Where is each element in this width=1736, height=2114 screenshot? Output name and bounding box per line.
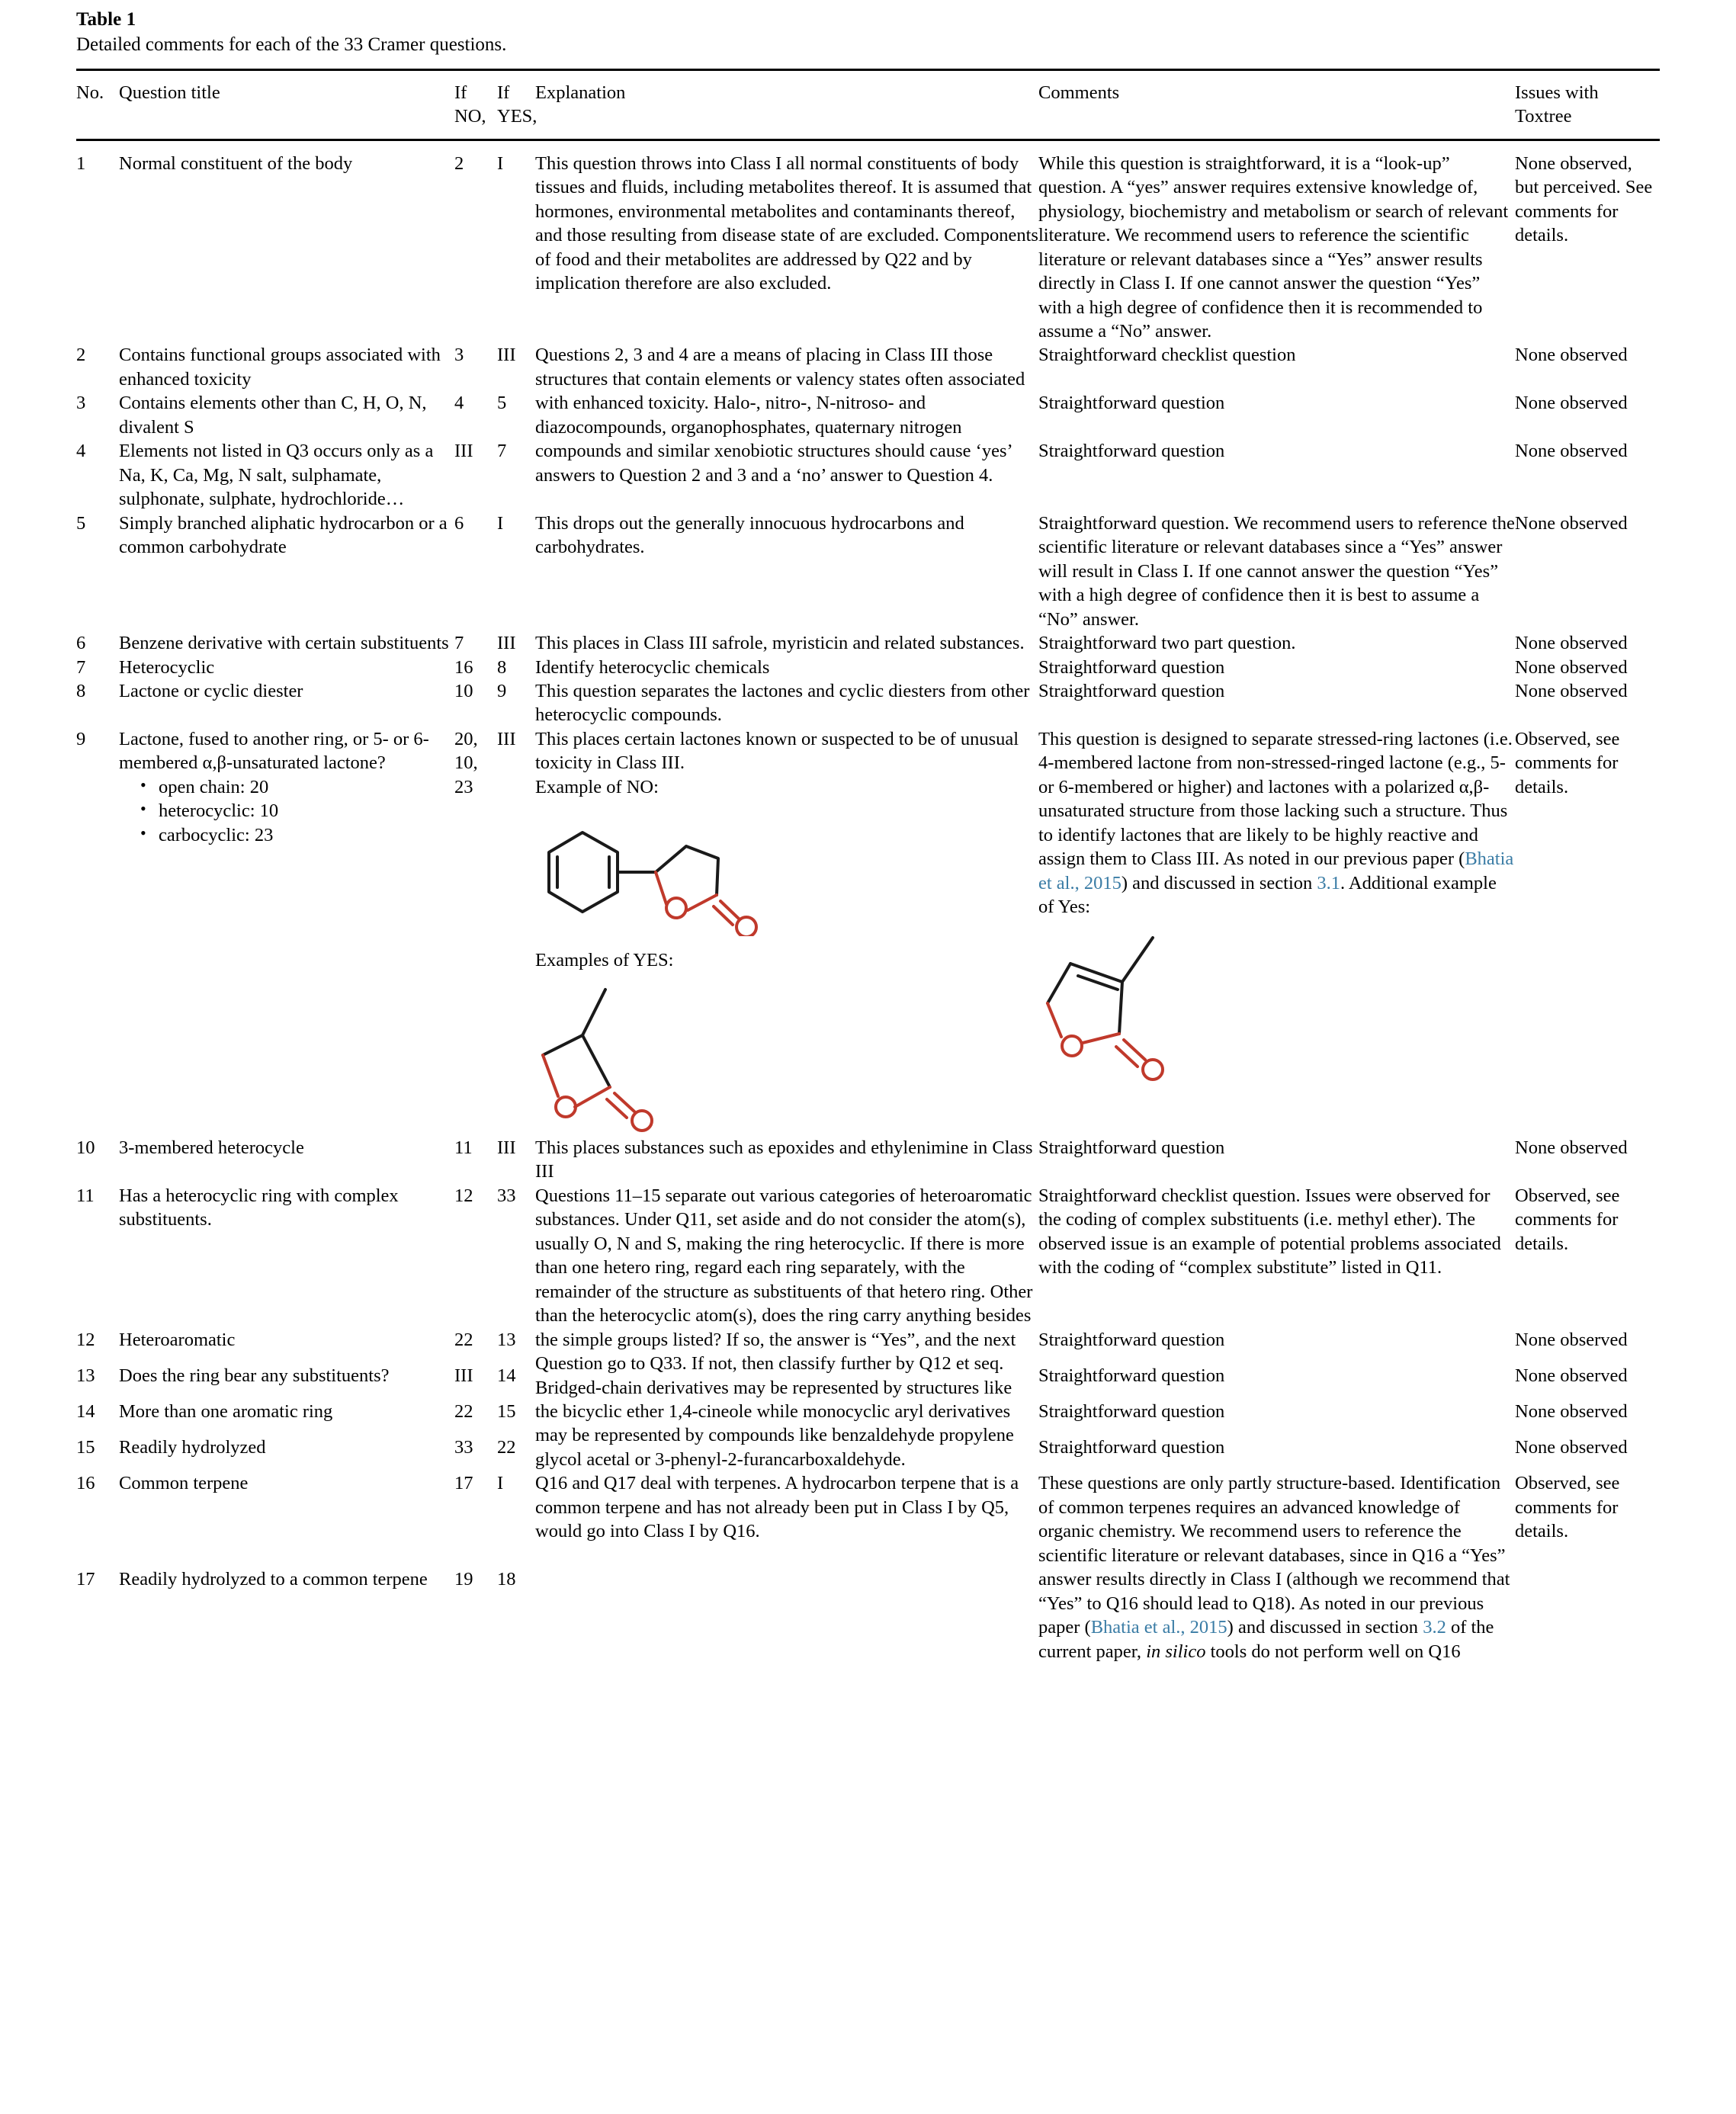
row-question-title: Elements not listed in Q3 occurs only as a Na, K, Ca, Mg, N salt, sulphamate, sulphonate, sulphate, hydrochloride… (119, 441, 434, 510)
row-explanation (535, 727, 1038, 1136)
table-row (76, 140, 1660, 343)
row-if-yes: I (497, 1473, 504, 1494)
row-comments: Straightforward question (1038, 1400, 1225, 1422)
comments-text-part1: These questions are only partly structure-based. Identification of common terpenes requires an advanced knowledge of organic chemistry. We recommend users to reference the scientific literature or relevant databases, since in Q16 a “Yes” answer results directly in Class I (although we recommend that “Yes” to Q16 should lead to Q18). As noted in our previous paper ( (1038, 1473, 1510, 1638)
row-comments: Straightforward checklist question. Issues were observed for the coding of complex substituents (i.e. methyl ether). The observed issue is an example of potential problems associated with the coding of “complex substitute” listed in Q11. (1038, 1185, 1501, 1278)
row-question-title: Lactone or cyclic diester (119, 681, 303, 701)
col-header-if-no-line1: If (454, 82, 467, 103)
row-if-yes: 13 (497, 1329, 516, 1350)
citation-link-bhatia-2015[interactable]: Bhatia et al., 2015 (1038, 848, 1514, 893)
table-row (76, 727, 1660, 1136)
row-question-title: Contains functional groups associated with enhanced toxicity (119, 345, 441, 390)
row-explanation: Identify heterocyclic chemicals (535, 656, 770, 678)
citation-link-bhatia-2015[interactable]: Bhatia et al., 2015 (1090, 1617, 1227, 1638)
col-header-explanation: Explanation (535, 82, 626, 103)
section-link-3-1[interactable]: 3.1 (1317, 872, 1341, 893)
list-item: • heterocyclic: 10 (140, 799, 454, 823)
row-issues: None observed (1515, 633, 1628, 654)
comments-text-part4: tools do not perform well on Q16 (1205, 1641, 1461, 1662)
row-no: 1 (76, 152, 86, 174)
col-header-if-yes (497, 69, 535, 140)
row-question-title: Readily hydrolyzed to a common terpene (119, 1569, 428, 1590)
row-no: 10 (76, 1137, 95, 1158)
row-if-no-line2: 10, (454, 752, 478, 774)
row-explanation-merged-16-17: Q16 and Q17 deal with terpenes. A hydrocarbon terpene that is a common terpene and has not already been put in Class I by Q5, would go into Class I by Q16. (535, 1473, 1019, 1542)
row-if-no-line1: 20, (454, 728, 478, 749)
row-no: 9 (76, 728, 86, 749)
row-question-title: Normal constituent of the body (119, 152, 353, 174)
row-issues: None observed (1515, 656, 1628, 678)
row-explanation: This places substances such as epoxides and ethylenimine in Class III (535, 1137, 1033, 1182)
row-question-title: Benzene derivative with certain substituents (119, 633, 449, 654)
row-explanation: This question throws into Class I all normal constituents of body tissues and fluids, including metabolites thereof. It is assumed that hormones, environmental metabolites and contaminants thereof, and those resulting from disease state of are excluded. Components of food and their metabolites are addressed by Q22 and by implication therefore are also excluded. (535, 152, 1038, 294)
comments-text-part2: ) and discussed in section (1227, 1617, 1423, 1638)
row-if-yes: 15 (497, 1400, 516, 1422)
row-no: 7 (76, 656, 86, 678)
table-row (76, 656, 1660, 679)
row-if-yes: 8 (497, 656, 507, 678)
row-if-no: 22 (454, 1400, 473, 1422)
row-if-yes: III (497, 728, 516, 749)
row-question-title: 3-membered heterocycle (119, 1137, 304, 1158)
section-link-3-2[interactable]: 3.2 (1423, 1617, 1446, 1638)
row-if-no: 12 (454, 1185, 473, 1206)
row-if-no: 4 (454, 393, 464, 414)
table-row (76, 1184, 1660, 1328)
row-question-title: Common terpene (119, 1473, 249, 1494)
col-header-issues-line1: Issues with (1515, 82, 1599, 103)
row-if-no: 33 (454, 1437, 473, 1458)
table-row (76, 343, 1660, 391)
row-if-no: III (454, 441, 473, 462)
row-no: 14 (76, 1400, 95, 1422)
row-if-yes: 22 (497, 1437, 516, 1458)
row-issues: None observed, but perceived. See comments for details. (1515, 152, 1653, 246)
row-no: 15 (76, 1437, 95, 1458)
row-if-no: 3 (454, 345, 464, 366)
row-issues: None observed (1515, 681, 1628, 701)
row-issues: None observed (1515, 393, 1628, 414)
table-header (76, 69, 1660, 140)
row-question-title: Has a heterocyclic ring with complex substituents. (119, 1185, 399, 1230)
table-row (76, 1471, 1660, 1567)
col-header-if-no-line2: NO, (454, 106, 486, 127)
row-no: 12 (76, 1329, 95, 1350)
row-question-title-text: Lactone, fused to another ring, or 5- or 6- membered α,β-unsaturated lactone? (119, 728, 429, 774)
question-bullet-list (119, 775, 454, 847)
row-no: 6 (76, 633, 86, 654)
methyl-beta-propiolactone-structure-diagram (535, 980, 1038, 1133)
col-header-if-yes-line1: If (497, 82, 510, 103)
row-issues: None observed (1515, 1329, 1628, 1350)
table-caption: Detailed comments for each of the 33 Cramer questions. (76, 34, 507, 56)
col-header-issues-line2: Toxtree (1515, 106, 1572, 127)
row-if-no: 19 (454, 1569, 473, 1590)
row-no: 16 (76, 1473, 95, 1494)
row-comments: Straightforward question (1038, 1365, 1225, 1386)
row-if-yes: 14 (497, 1365, 516, 1386)
col-header-question-title: Question title (119, 82, 220, 103)
table-row (76, 679, 1660, 727)
row-comments: Straightforward question. We recommend users to reference the scientific literature or relevant databases since a “Yes” answer will result in Class I. If one cannot answer the question “Yes” with a high degree of confidence then it is best to assume a “No” answer. (1038, 512, 1515, 630)
comments-text-part3: of the current paper, (1038, 1617, 1494, 1662)
row-issues-merged-16-17: Observed, see comments for details. (1515, 1473, 1620, 1542)
table-row (76, 512, 1660, 631)
row-issues: None observed (1515, 345, 1628, 366)
row-comments: Straightforward question (1038, 1329, 1225, 1350)
row-question-title: Readily hydrolyzed (119, 1437, 266, 1458)
row-no: 11 (76, 1185, 95, 1206)
row-comments: Straightforward two part question. (1038, 633, 1296, 654)
row-if-no: 16 (454, 656, 473, 678)
row-issues: Observed, see comments for details. (1515, 1185, 1620, 1254)
row-explanation-merged-11-15: Questions 11–15 separate out various categories of heteroaromatic substances. Under Q11, set aside and do not consider the atom(s), usually O, N and S, making the ring heterocyclic. If there is more than one hetero ring, regard each ring separately, with the remainder of the structure as substituents of that hetero ring. Other than the heterocyclic atom(s), does the ring carry anything besides the simple groups listed? If so, the answer is “Yes”, and the next Question go to Q33. If not, then classify further by Q12 et seq. Bridged-chain derivatives may be represented by structures like the bicyclic ether 1,4-cineole while monocyclic aryl derivatives may be represented by compounds like benzaldehyde propylene glycol acetal or 3-phenyl-2-furancarboxaldehyde. (535, 1185, 1033, 1470)
row-issues: None observed (1515, 441, 1628, 462)
row-comments-merged-16-17 (1038, 1471, 1515, 1663)
row-no: 5 (76, 512, 86, 534)
row-if-yes: 33 (497, 1185, 516, 1206)
row-if-yes: I (497, 152, 504, 174)
row-if-no: 11 (454, 1137, 473, 1158)
row-issues: None observed (1515, 1137, 1628, 1158)
row-comments: Straightforward question (1038, 441, 1225, 462)
row-no: 2 (76, 345, 86, 366)
row-explanation-merged-2-4: Questions 2, 3 and 4 are a means of placing in Class III those structures that contain elements or valency states often associated with enhanced toxicity. Halo-, nitro-, N-nitroso- and diazocompounds, organophosphates, quaternary nitrogen compounds and similar xenobiotic structures should cause ‘yes’ answers to Question 2 and 3 and a ‘no’ answer to Question 4. (535, 345, 1025, 486)
comments-italic-in-silico: in silico (1146, 1641, 1206, 1662)
comments-text-part3: . Additional example of Yes: (1038, 872, 1497, 918)
table-body (76, 140, 1660, 1663)
row-if-no (454, 727, 497, 1136)
row-if-no: 17 (454, 1473, 473, 1494)
row-question-title: Simply branched aliphatic hydrocarbon or a common carbohydrate (119, 512, 448, 558)
comments-text-part2: ) and discussed in section (1121, 872, 1317, 893)
row-explanation: This drops out the generally innocuous hydrocarbons and carbohydrates. (535, 512, 964, 558)
table-row (76, 631, 1660, 655)
row-comments (1038, 727, 1515, 1136)
row-comments: While this question is straightforward, it is a “look-up” question. A “yes” answer requires extensive knowledge of, physiology, biochemistry and metabolism or search of relevant literature. We recommend users to reference the scientific literature or relevant databases since a “Yes” answer results directly in Class I. If one cannot answer the question “Yes” with a high degree of confidence then it is recommended to assume a “No” answer. (1038, 152, 1509, 342)
list-item: • carbocyclic: 23 (140, 823, 454, 847)
row-comments: Straightforward question (1038, 656, 1225, 678)
row-question-title: Heterocyclic (119, 656, 215, 678)
row-comments: Straightforward question (1038, 681, 1225, 701)
cramer-questions-table (76, 69, 1660, 1663)
row-no: 4 (76, 441, 86, 462)
row-comments: Straightforward checklist question (1038, 345, 1296, 366)
examples-yes-label: Examples of YES: (535, 950, 674, 971)
explanation-paragraph: This places certain lactones known or suspected to be of unusual toxicity in Class III. (535, 728, 1019, 774)
row-comments: Straightforward question (1038, 1437, 1225, 1458)
row-question-title: Does the ring bear any substituents? (119, 1365, 390, 1386)
row-no: 17 (76, 1569, 95, 1590)
phenyl-gamma-butyrolactone-structure-diagram (535, 807, 1038, 936)
row-issues: Observed, see comments for details. (1515, 728, 1620, 797)
row-if-no: 6 (454, 512, 464, 534)
row-if-yes: 5 (497, 393, 507, 414)
col-header-if-yes-line2: YES, (497, 106, 537, 127)
row-if-no: 7 (454, 633, 464, 654)
row-issues: None observed (1515, 1365, 1628, 1386)
row-if-no-line3: 23 (454, 776, 473, 797)
row-issues: None observed (1515, 512, 1628, 534)
col-header-comments: Comments (1038, 82, 1120, 103)
row-no: 3 (76, 393, 86, 414)
row-comments: Straightforward question (1038, 393, 1225, 414)
row-if-no: 22 (454, 1329, 473, 1350)
row-explanation: This places in Class III safrole, myristicin and related substances. (535, 633, 1025, 654)
row-if-yes: I (497, 512, 504, 534)
methyl-butenolide-structure-diagram (1038, 927, 1515, 1087)
row-if-yes: 18 (497, 1569, 516, 1590)
table-row (76, 1136, 1660, 1184)
table-label: Table 1 (76, 9, 136, 30)
example-no-label: Example of NO: (535, 776, 659, 797)
row-if-yes: 9 (497, 681, 507, 701)
row-explanation: This question separates the lactones and cyclic diesters from other heterocyclic compounds. (535, 681, 1030, 726)
row-question-title: Contains elements other than C, H, O, N, divalent S (119, 393, 427, 438)
row-issues: None observed (1515, 1437, 1628, 1458)
row-if-no: 10 (454, 681, 473, 701)
row-no: 8 (76, 681, 86, 701)
row-if-yes: III (497, 345, 516, 366)
row-question-title: Heteroaromatic (119, 1329, 236, 1350)
row-question-title: More than one aromatic ring (119, 1400, 333, 1422)
diagram-spacer (535, 939, 1038, 948)
row-if-yes: III (497, 633, 516, 654)
row-no: 13 (76, 1365, 95, 1386)
col-header-issues-with-toxtree (1515, 69, 1660, 140)
row-if-yes: III (497, 1137, 516, 1158)
row-issues: None observed (1515, 1400, 1628, 1422)
row-if-yes: 7 (497, 441, 507, 462)
comments-text-part1: This question is designed to separate stressed-ring lactones (i.e. 4-membered lactone from non-stressed-ringed lactone (e.g., 5- or 6-membered or higher) and lactones with a polarized α,β-unsaturated structure from those lacking such a structure. Thus to identify lactones that are likely to be highly reactive and assign them to Class III. As noted in our previous paper ( (1038, 728, 1513, 870)
list-item: • open chain: 20 (140, 775, 454, 799)
col-header-no: No. (76, 82, 104, 103)
row-comments: Straightforward question (1038, 1137, 1225, 1158)
col-header-if-no (454, 69, 497, 140)
row-question-title (119, 727, 454, 1136)
row-if-no: 2 (454, 152, 464, 174)
row-if-no: III (454, 1365, 473, 1386)
